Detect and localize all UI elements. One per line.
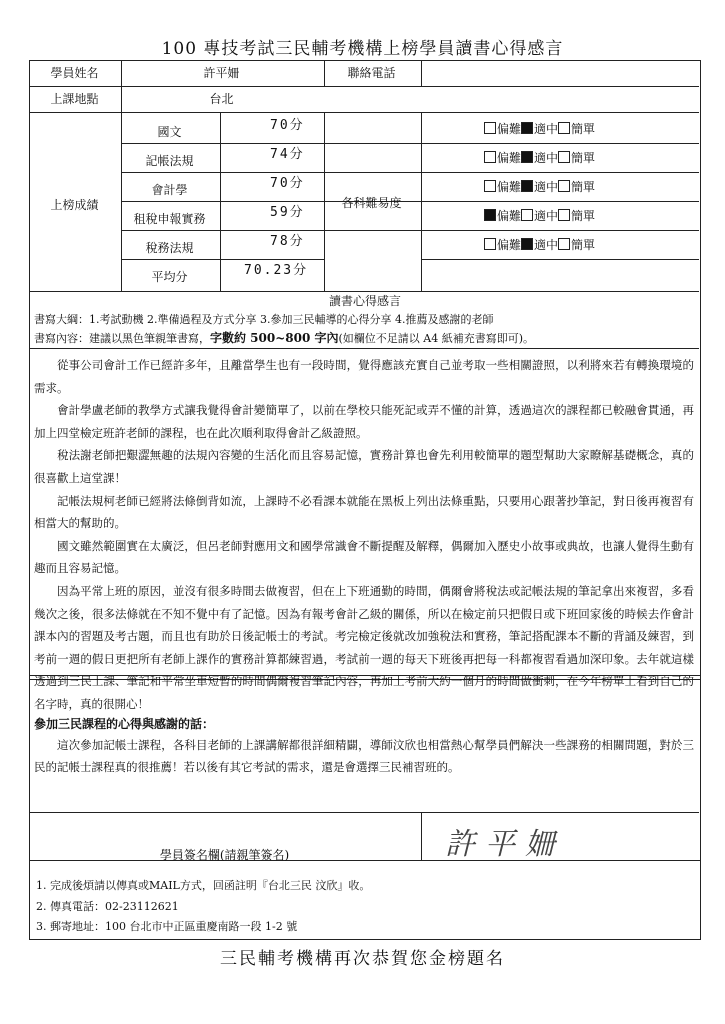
- difficulty-label: 各科難易度: [341, 196, 402, 210]
- note-item: 1. 完成後煩請以傳真或MAIL方式，回函註明『台北三民 汶欣』收。: [36, 879, 371, 892]
- option-label: 簡單: [571, 238, 596, 252]
- option-label: 偏難: [497, 151, 522, 165]
- footer-congrats: 三民輔考機構再次恭賀您金榜題名: [220, 949, 505, 969]
- subject-name: 國文: [157, 125, 182, 139]
- essay-paragraph: 因為平常上班的原因，並沒有很多時間去做複習，但在上下班通勤的時間，偶爾會將稅法或記帳法規的筆記拿出來複習，多看幾次之後，很多法條就在不知不覺中有了記憶。因為有報考會計乙級的關係，所以在檢定前只把假日或下班回家後的時候去作會計課本內的習題及考古題，而且也有助於日後記帳士的考試。考完檢定後就改加強稅法和實務，筆記搭配課本不斷的背誦及練習，到考前一週的假日更把所有老師上課作的實務計算都練習過，考試前一週的每天下班後再把每一科都複習看過加深印象。去年就這樣透過到三民上課、筆記和平常坐車短暫的時間偶爾複習筆記內容，再加上考前大約一個月的時間做衝刺，在今年榜單上看到自己的名字時，真的很開心！: [34, 583, 694, 711]
- thanks-body: [34, 734, 694, 778]
- option-label: 適中: [534, 180, 559, 194]
- note-item: 3. 郵寄地址：100 台北市中正區重慶南路一段 1-2 號: [36, 920, 298, 933]
- name-value: 許平姍: [203, 66, 240, 80]
- essay-paragraph: 記帳法規柯老師已經將法條倒背如流，上課時不必看課本就能在黑板上列出法條重點，只要用心跟著抄筆記，對日後再複習有相當大的幫助的。: [34, 493, 694, 531]
- note-item: 2. 傳真電話：02-23112621: [36, 900, 179, 913]
- option-label: 簡單: [571, 122, 596, 136]
- signature-label: 學員簽名欄(請親筆簽名): [159, 848, 290, 862]
- essay-paragraph: 從事公司會計工作已經許多年，且離當學生也有一段時間，覺得應該充實自己並考取一些相關證照，以利將來若有轉換環境的需求。: [34, 358, 694, 395]
- checkbox-easy[interactable]: [558, 122, 570, 134]
- instructions-word-limit: 字數約 500~800 字內: [210, 331, 339, 345]
- checkbox-hard[interactable]: [484, 151, 496, 163]
- checkbox-hard[interactable]: [484, 122, 496, 134]
- checkbox-medium[interactable]: [521, 238, 533, 250]
- location-label: 上課地點: [50, 92, 99, 106]
- option-label: 適中: [534, 238, 559, 252]
- instructions-prefix: 書寫內容：建議以黑色筆親筆書寫，: [34, 332, 210, 345]
- subject-name: 會計學: [151, 183, 188, 197]
- checkbox-easy[interactable]: [558, 180, 570, 192]
- difficulty-options: [484, 209, 595, 222]
- option-label: 簡單: [571, 151, 596, 165]
- option-label: 適中: [534, 122, 559, 136]
- checkbox-hard[interactable]: [484, 209, 496, 221]
- thanks-heading: 參加三民課程的心得與感謝的話：: [34, 717, 215, 731]
- difficulty-options: [484, 238, 595, 251]
- checkbox-medium[interactable]: [521, 151, 533, 163]
- essay-paragraph: 會計學盧老師的教學方式讓我覺得會計變簡單了，以前在學校只能死記或弄不懂的計算，透過這次的課程都已較融會貫通，再加上四堂檢定班許老師的課程，也在此次順利取得會計乙級證照。: [34, 403, 694, 440]
- subject-score: 59分: [270, 205, 305, 220]
- difficulty-options: [484, 151, 595, 164]
- option-label: 偏難: [497, 122, 522, 136]
- subject-score: 74分: [270, 147, 305, 162]
- option-label: 偏難: [497, 209, 522, 223]
- checkbox-hard[interactable]: [484, 180, 496, 192]
- location-value: 台北: [209, 92, 234, 106]
- instructions-suffix: (如欄位不足請以 A4 紙補充書寫即可)。: [338, 332, 535, 345]
- difficulty-options: [484, 180, 595, 193]
- essay-heading: 讀書心得感言: [328, 294, 401, 308]
- difficulty-options: [484, 122, 595, 135]
- checkbox-hard[interactable]: [484, 238, 496, 250]
- subject-score: 70分: [270, 118, 305, 133]
- phone-label: 聯絡電話: [347, 66, 396, 80]
- subject-name: 記帳法規: [145, 154, 194, 168]
- subject-score: 70分: [270, 176, 305, 191]
- essay-outline: 書寫大綱：1.考試動機 2.準備過程及方式分享 3.參加三民輔導的心得分享 4.推薦及感謝的老師: [34, 313, 494, 326]
- thanks-text: 這次參加記帳士課程，各科目老師的上課講解都很詳細精闢，導師汶欣也相當熱心幫學員們解決一些課務的相關問題，對於三民的記帳士課程真的很推薦！若以後有其它考試的需求，還是會選擇三民補習班的。: [34, 738, 694, 774]
- subject-score: 78分: [270, 234, 305, 249]
- checkbox-medium[interactable]: [521, 180, 533, 192]
- checkbox-easy[interactable]: [558, 238, 570, 250]
- subject-name: 稅務法規: [145, 241, 194, 255]
- subject-name: 租稅申報實務: [133, 212, 206, 226]
- checkbox-medium[interactable]: [521, 122, 533, 134]
- option-label: 適中: [534, 151, 559, 165]
- essay-paragraph: 國文雖然範圍實在太廣泛，但呂老師對應用文和國學常識會不斷提醒及解釋，偶爾加入歷史小故事或典故，也讓人覺得生動有趣而且容易記憶。: [34, 538, 694, 576]
- name-label: 學員姓名: [50, 66, 99, 80]
- average-value: 70.23分: [244, 263, 309, 278]
- option-label: 偏難: [497, 180, 522, 194]
- option-label: 適中: [534, 209, 559, 223]
- essay-instructions: [34, 332, 534, 344]
- scores-label: 上榜成績: [50, 198, 99, 212]
- essay-body: [34, 354, 694, 716]
- option-label: 簡單: [571, 180, 596, 194]
- average-label: 平均分: [151, 270, 188, 284]
- essay-paragraph: 稅法謝老師把艱澀無趣的法規內容變的生活化而且容易記憶，實務計算也會先利用較簡單的題型幫助大家瞭解基礎概念，真的很喜歡上這堂課！: [34, 448, 694, 485]
- page-title: 100 專技考試三民輔考機構上榜學員讀書心得感言: [161, 39, 564, 59]
- signature-value[interactable]: 許平姍: [445, 827, 565, 862]
- checkbox-easy[interactable]: [558, 151, 570, 163]
- checkbox-easy[interactable]: [558, 209, 570, 221]
- checkbox-medium[interactable]: [521, 209, 533, 221]
- option-label: 簡單: [571, 209, 596, 223]
- option-label: 偏難: [497, 238, 522, 252]
